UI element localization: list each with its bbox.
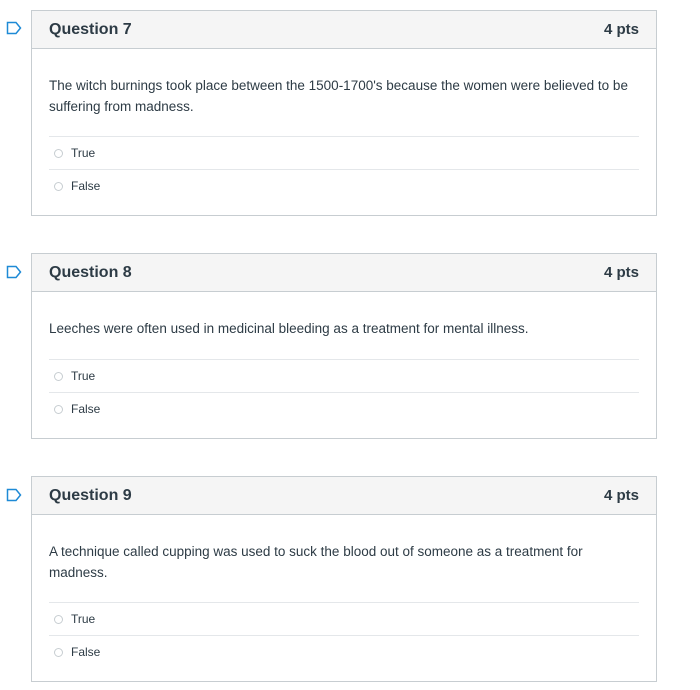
answer-false[interactable] <box>49 635 639 668</box>
question-header <box>32 11 656 49</box>
radio-button[interactable] <box>54 405 63 414</box>
answer-label: True <box>71 369 96 383</box>
answer-label: False <box>71 179 101 193</box>
answer-label: False <box>71 402 101 416</box>
answer-label: True <box>71 612 96 626</box>
answer-list <box>49 136 639 202</box>
radio-button[interactable] <box>54 182 63 191</box>
radio-button[interactable] <box>54 648 63 657</box>
question-header <box>32 254 656 292</box>
question-points: 4 pts <box>603 264 639 281</box>
answer-true[interactable] <box>49 136 639 169</box>
question-title: Question 7 <box>49 20 132 38</box>
radio-button[interactable] <box>54 372 63 381</box>
question-points: 4 pts <box>603 487 639 504</box>
question-text: A technique called cupping was used to suck the blood out of someone as a treatment for madness. <box>49 544 583 580</box>
bookmark-flag-icon[interactable] <box>6 488 22 502</box>
answer-false[interactable] <box>49 392 639 425</box>
answer-label: True <box>71 146 96 160</box>
question-text: Leeches were often used in medicinal bleeding as a treatment for mental illness. <box>49 321 529 336</box>
question-text: The witch burnings took place between the 1500-1700's because the women were believed to be suffering from madness. <box>49 78 628 114</box>
question-7 <box>31 10 657 216</box>
question-header <box>32 477 656 515</box>
answer-label: False <box>71 645 101 659</box>
bookmark-flag-icon[interactable] <box>6 21 22 35</box>
question-points: 4 pts <box>603 21 639 38</box>
answer-true[interactable] <box>49 602 639 635</box>
radio-button[interactable] <box>54 149 63 158</box>
question-9 <box>31 476 657 682</box>
radio-button[interactable] <box>54 615 63 624</box>
answer-true[interactable] <box>49 359 639 392</box>
question-title: Question 8 <box>49 263 132 281</box>
question-8 <box>31 253 657 439</box>
answer-list <box>49 602 639 668</box>
answer-list <box>49 359 639 425</box>
bookmark-flag-icon[interactable] <box>6 265 22 279</box>
question-title: Question 9 <box>49 486 132 504</box>
answer-false[interactable] <box>49 169 639 202</box>
